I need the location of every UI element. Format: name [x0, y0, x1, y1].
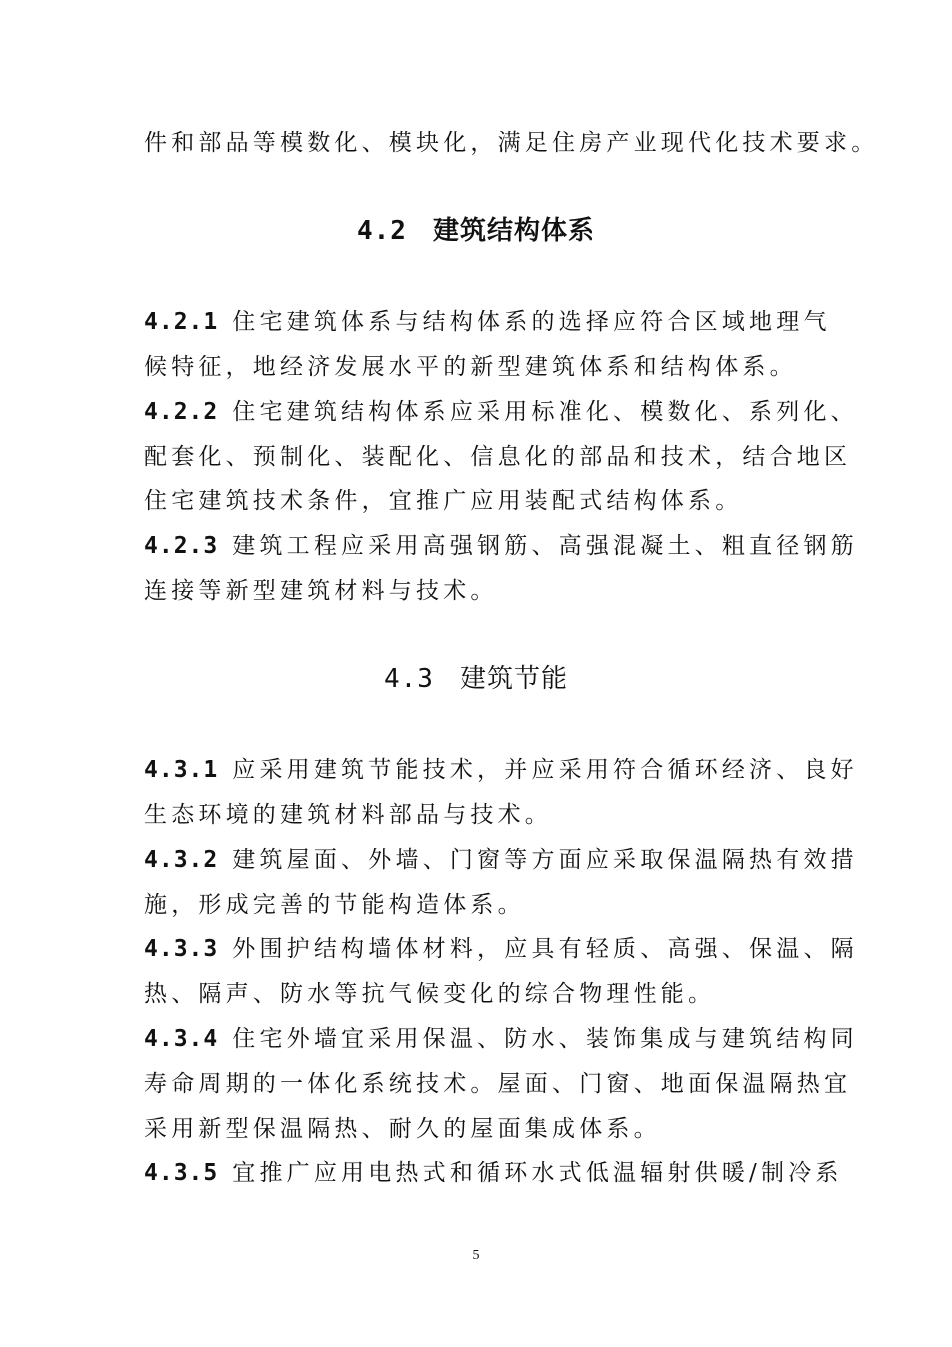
clause-4-3-1-line-1: [144, 755, 858, 785]
clause-4-3-1-line-2: 生态环境的建筑材料部品与技术。: [144, 802, 552, 828]
clause-4-2-2-line-1: [144, 397, 858, 427]
clause-text: 建筑工程应采用高强钢筋、高强混凝土、粗直径钢筋: [232, 533, 858, 559]
clause-4-3-2-line-1: [144, 845, 858, 875]
clause-number: 4.3.1: [144, 757, 219, 783]
clause-number: 4.3.3: [144, 936, 219, 962]
clause-4-3-3-line-1: [144, 934, 858, 964]
clause-4-2-1-line-1: [144, 307, 831, 337]
clause-number: 4.3.5: [144, 1160, 219, 1186]
section-number: 4.3: [384, 664, 434, 694]
section-title: 建筑结构体系: [432, 216, 595, 246]
clause-4-3-4-line-3: 采用新型保温隔热、耐久的屋面集成体系。: [144, 1116, 661, 1142]
continuation-text: 件和部品等模数化、模块化，满足住房产业现代化技术要求。: [144, 130, 879, 156]
clause-4-3-4-line-2: 寿命周期的一体化系统技术。屋面、门窗、地面保温隔热宜: [144, 1071, 852, 1097]
clause-text: 宜推广应用电热式和循环水式低温辐射供暖/制冷系: [232, 1160, 843, 1186]
clause-4-3-4-line-1: [144, 1024, 858, 1054]
clause-number: 4.2.2: [144, 399, 219, 425]
section-title: 建筑节能: [459, 664, 568, 694]
clause-4-2-2-line-3: 住宅建筑技术条件，宜推广应用装配式结构体系。: [144, 488, 743, 514]
clause-4-3-2-line-2: 施，形成完善的节能构造体系。: [144, 892, 525, 918]
clause-number: 4.2.3: [144, 533, 219, 559]
clause-number: 4.3.4: [144, 1026, 219, 1052]
section-heading-4-2: [0, 214, 952, 248]
clause-text: 住宅建筑体系与结构体系的选择应符合区域地理气: [232, 309, 831, 335]
page-number: 5: [472, 1248, 480, 1263]
clause-text: 住宅外墙宜采用保温、防水、装饰集成与建筑结构同: [232, 1026, 858, 1052]
clause-text: 外围护结构墙体材料，应具有轻质、高强、保温、隔: [232, 936, 858, 962]
clause-4-2-2-line-2: 配套化、预制化、装配化、信息化的部品和技术，结合地区: [144, 444, 852, 470]
section-number: 4.2: [357, 216, 407, 246]
clause-text: 建筑屋面、外墙、门窗等方面应采取保温隔热有效措: [232, 847, 858, 873]
clause-4-3-5-line-1: [144, 1158, 843, 1188]
clause-4-2-3-line-1: [144, 531, 858, 561]
clause-number: 4.2.1: [144, 309, 219, 335]
clause-4-2-1-line-2: 候特征，地经济发展水平的新型建筑体系和结构体系。: [144, 354, 797, 380]
clause-text: 应采用建筑节能技术，并应采用符合循环经济、良好: [232, 757, 858, 783]
clause-4-2-3-line-2: 连接等新型建筑材料与技术。: [144, 578, 498, 604]
clause-number: 4.3.2: [144, 847, 219, 873]
clause-4-3-3-line-2: 热、隔声、防水等抗气候变化的综合物理性能。: [144, 981, 716, 1007]
section-heading-4-3: [0, 662, 952, 696]
clause-text: 住宅建筑结构体系应采用标准化、模数化、系列化、: [232, 399, 858, 425]
